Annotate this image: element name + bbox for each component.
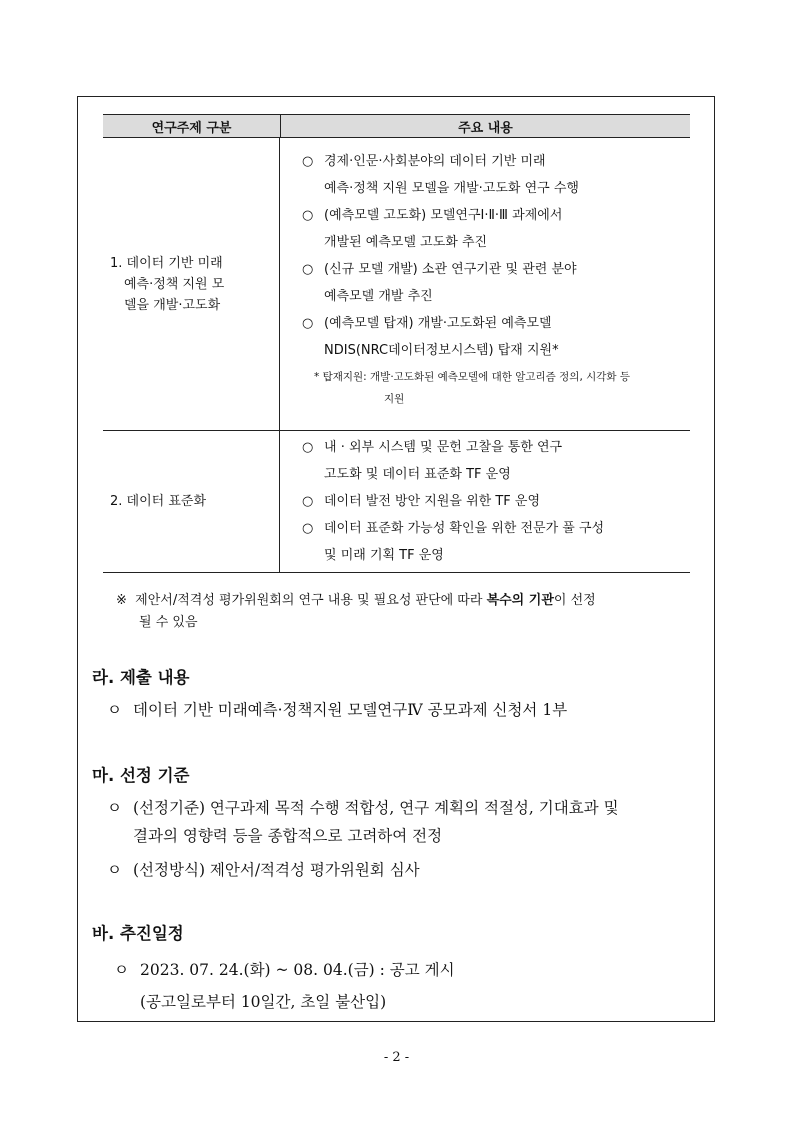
section-title: 라. 제출 내용 <box>92 668 190 687</box>
item-text: NDIS(NRC데이터정보시스템) 탑재 지원* <box>324 343 559 358</box>
content-cell <box>280 138 690 430</box>
list-item <box>302 202 690 256</box>
reference-mark-icon: ※ <box>116 593 127 608</box>
item-text: 예측·정책 지원 모델을 개발·고도화 연구 수행 <box>324 181 579 196</box>
topic-label-line: 예측·정책 지원 모 <box>124 276 225 292</box>
selection-note <box>116 590 712 634</box>
list-item <box>302 434 690 488</box>
table-row <box>103 431 690 573</box>
item-text: 2023. 07. 24.(화) ~ 08. 04.(금) : 공고 게시 <box>140 961 455 979</box>
criteria-item <box>107 856 420 884</box>
item-text: 예측모델 개발 추진 <box>324 289 433 304</box>
page-number: - 2 - <box>383 1050 410 1065</box>
criteria-item <box>107 794 717 850</box>
bullet-icon: ㅇ <box>107 701 122 719</box>
topic-cell <box>103 138 280 430</box>
item-text: 결과의 영향력 등을 종합적으로 고려하여 전정 <box>133 827 443 845</box>
item-text: (예측모델 고도화) 모델연구Ⅰ·Ⅱ·Ⅲ 과제에서 <box>324 208 563 223</box>
topic-label-line: 델을 개발·고도화 <box>124 297 221 313</box>
list-item <box>302 310 690 364</box>
bullet-icon: ○ <box>302 316 314 331</box>
table-row <box>103 138 690 431</box>
item-text: 데이터 표준화 가능성 확인을 위한 전문가 풀 구성 <box>324 521 605 536</box>
bullet-icon: ㅇ <box>114 961 129 979</box>
item-text: (선정방식) 제안서/적격성 평가위원회 심사 <box>133 861 420 879</box>
item-text: (신규 모델 개발) 소관 연구기관 및 관련 분야 <box>324 262 577 277</box>
footnote-line: * 탑재지원: 개발·고도화된 예측모델에 대한 알고리즘 정의, 시각화 등 <box>314 371 631 383</box>
research-topic-table <box>103 114 690 573</box>
footnote-line: 지원 <box>384 393 405 405</box>
note-text: 제안서/적격성 평가위원회의 연구 내용 및 필요성 판단에 따라 <box>135 593 487 608</box>
submission-item <box>107 696 567 724</box>
item-text: (선정기준) 연구과제 목적 수행 적합성, 연구 계획의 적절성, 기대효과 및 <box>133 799 619 817</box>
section-title: 마. 선정 기준 <box>92 766 190 785</box>
item-text: 개발된 예측모델 고도화 추진 <box>324 235 488 250</box>
topic-label <box>103 253 228 316</box>
list-item <box>302 488 690 515</box>
note-text: 될 수 있음 <box>139 615 198 630</box>
topic-cell <box>103 431 280 572</box>
item-text: 데이터 기반 미래예측·정책지원 모델연구Ⅳ 공모과제 신청서 1부 <box>133 701 568 719</box>
list-item <box>302 515 690 569</box>
item-text: 데이터 발전 방안 지원을 위한 TF 운영 <box>324 494 541 509</box>
item-text: 경제·인문·사회분야의 데이터 기반 미래 <box>324 154 546 169</box>
schedule-item <box>114 956 455 1016</box>
item-text: 내 · 외부 시스템 및 문헌 고찰을 통한 연구 <box>324 440 563 455</box>
bullet-icon: ㅇ <box>107 799 122 817</box>
note-text: 이 선정 <box>553 593 596 608</box>
topic-label <box>103 491 210 512</box>
topic-label-line: 2. 데이터 표준화 <box>110 494 207 509</box>
note-emphasis: 복수의 기관 <box>486 593 554 608</box>
header-content: 주요 내용 <box>458 120 513 136</box>
table-header-row <box>103 114 690 138</box>
bullet-icon: ○ <box>302 494 314 509</box>
topic-label-line: 1. 데이터 기반 미래 <box>110 255 223 271</box>
item-text: 및 미래 기획 TF 운영 <box>324 548 444 563</box>
bullet-icon: ○ <box>302 440 314 455</box>
item-text: (예측모델 탑재) 개발·고도화된 예측모델 <box>324 316 552 331</box>
footnote <box>302 366 690 410</box>
list-item <box>302 148 690 202</box>
bullet-icon: ㅇ <box>107 861 122 879</box>
section-title: 바. 추진일정 <box>92 924 184 943</box>
item-text: (공고일로부터 10일간, 초일 불산입) <box>140 993 387 1011</box>
bullet-icon: ○ <box>302 208 314 223</box>
header-topic: 연구주제 구분 <box>103 115 281 137</box>
bullet-icon: ○ <box>302 154 314 169</box>
bullet-icon: ○ <box>302 262 314 277</box>
content-cell <box>280 431 690 572</box>
bullet-icon: ○ <box>302 521 314 536</box>
list-item <box>302 256 690 310</box>
item-text: 고도화 및 데이터 표준화 TF 운영 <box>324 467 511 482</box>
